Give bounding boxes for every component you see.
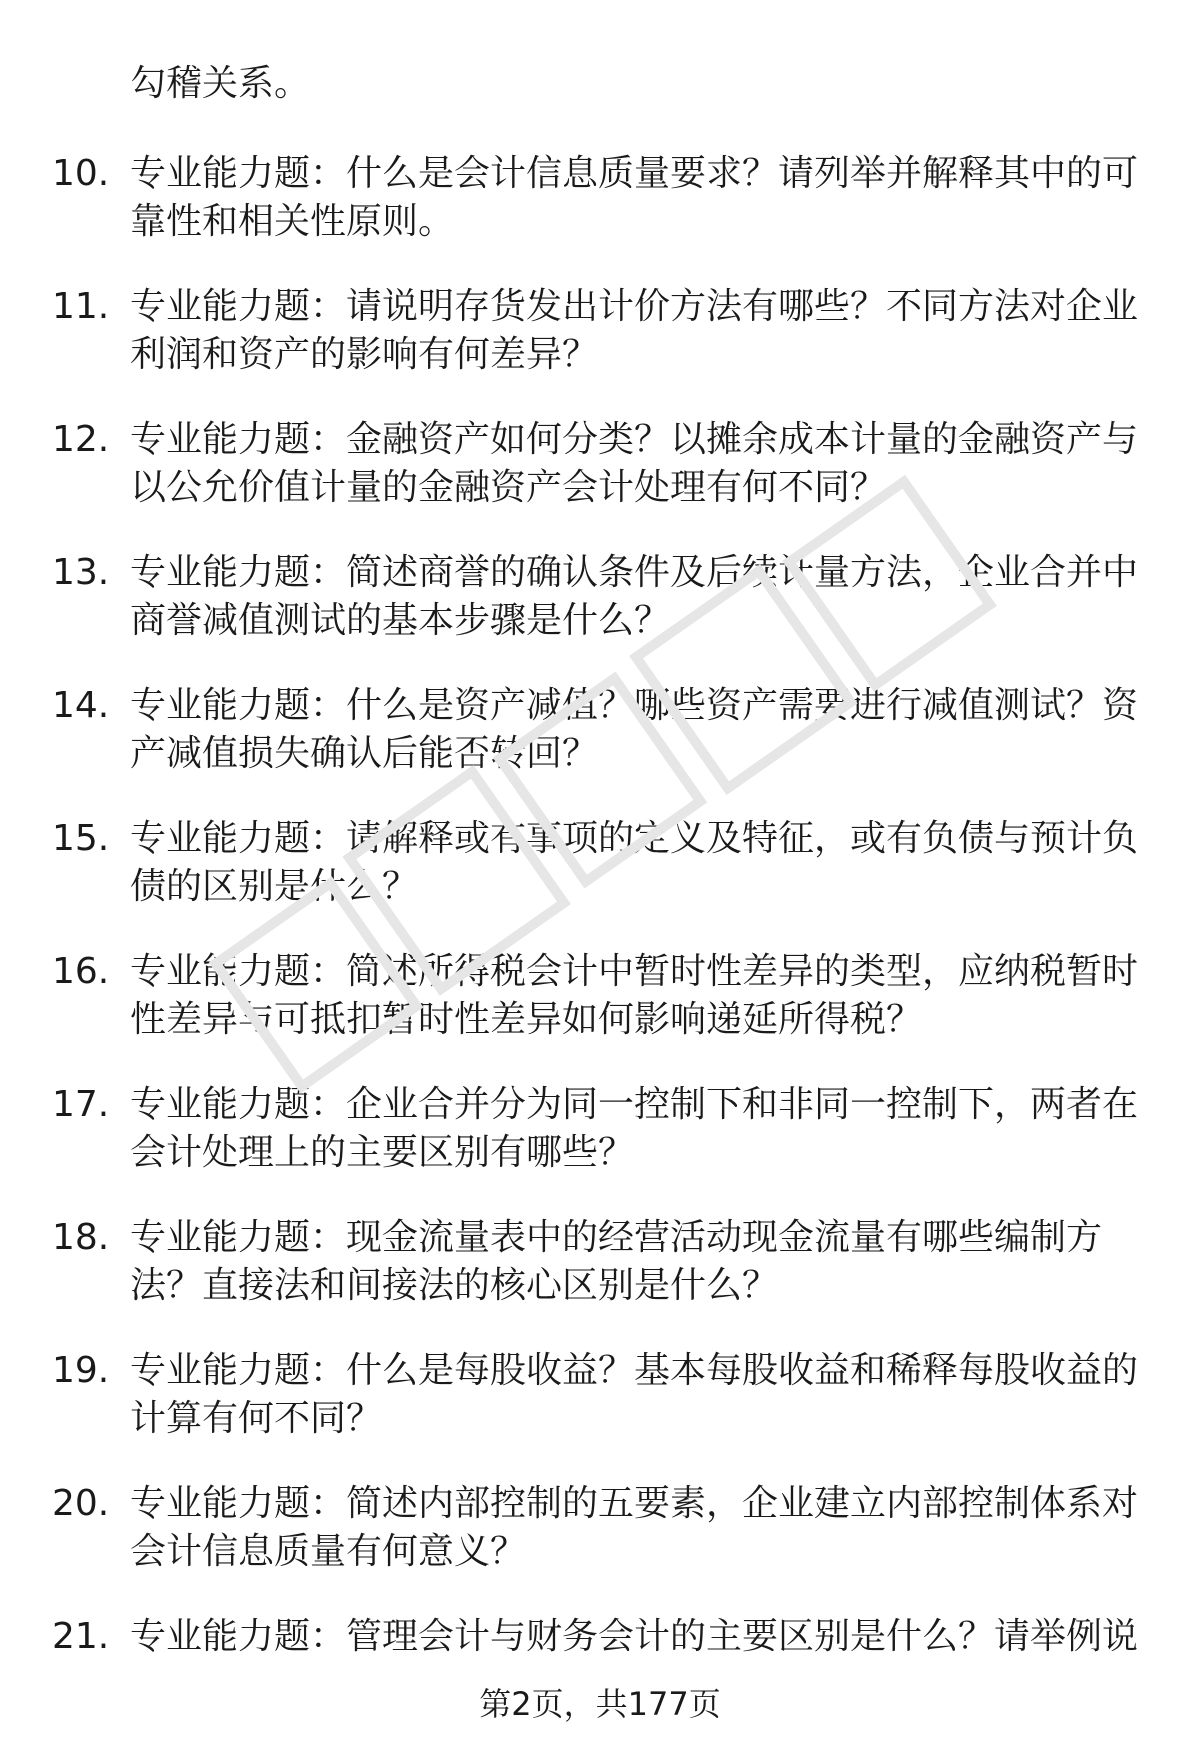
question-number: 20. bbox=[52, 1483, 110, 1524]
question-text: 专业能力题：现金流量表中的经营活动现金流量有哪些编制方法？直接法和间接法的核心区别是什么？ bbox=[130, 1217, 1103, 1306]
question-text: 专业能力题：管理会计与财务会计的主要区别是什么？请举例说 bbox=[130, 1616, 1139, 1657]
question-item bbox=[0, 283, 1200, 416]
question-text: 专业能力题：企业合并分为同一控制下和非同一控制下，两者在会计处理上的主要区别有哪些？ bbox=[130, 1084, 1139, 1173]
continuation-text: 勾稽关系。 bbox=[130, 63, 311, 104]
question-number: 21. bbox=[52, 1616, 110, 1657]
question-number: 12. bbox=[52, 419, 110, 460]
question-number: 10. bbox=[52, 153, 110, 194]
question-item bbox=[0, 1613, 1200, 1746]
question-text: 专业能力题：请解释或有事项的定义及特征，或有负债与预计负债的区别是什么？ bbox=[130, 818, 1139, 907]
question-text: 专业能力题：什么是每股收益？基本每股收益和稀释每股收益的计算有何不同？ bbox=[130, 1350, 1139, 1439]
question-text: 专业能力题：请说明存货发出计价方法有哪些？不同方法对企业利润和资产的影响有何差异？ bbox=[130, 286, 1139, 375]
question-number: 11. bbox=[52, 286, 110, 327]
question-item bbox=[0, 948, 1200, 1081]
question-item bbox=[0, 815, 1200, 948]
question-number: 15. bbox=[52, 818, 110, 859]
question-item bbox=[0, 150, 1200, 283]
question-list bbox=[0, 150, 1200, 1746]
question-item bbox=[0, 1214, 1200, 1347]
question-item bbox=[0, 1081, 1200, 1214]
question-text: 专业能力题：简述内部控制的五要素，企业建立内部控制体系对会计信息质量有何意义？ bbox=[130, 1483, 1139, 1572]
question-number: 16. bbox=[52, 951, 110, 992]
question-number: 19. bbox=[52, 1350, 110, 1391]
question-number: 14. bbox=[52, 685, 110, 726]
question-text: 专业能力题：简述商誉的确认条件及后续计量方法，企业合并中商誉减值测试的基本步骤是什么？ bbox=[130, 552, 1139, 641]
question-item bbox=[0, 682, 1200, 815]
question-text: 专业能力题：简述所得税会计中暂时性差异的类型，应纳税暂时性差异与可抵扣暂时性差异如何影响递延所得税？ bbox=[130, 951, 1139, 1040]
question-item bbox=[0, 1480, 1200, 1613]
question-item bbox=[0, 416, 1200, 549]
question-text: 专业能力题：金融资产如何分类？以摊余成本计量的金融资产与以公允价值计量的金融资产会计处理有何不同？ bbox=[130, 419, 1139, 508]
question-item bbox=[0, 1347, 1200, 1480]
question-item bbox=[0, 549, 1200, 682]
question-text: 专业能力题：什么是资产减值？哪些资产需要进行减值测试？资产减值损失确认后能否转回？ bbox=[130, 685, 1139, 774]
question-number: 17. bbox=[52, 1084, 110, 1125]
question-number: 18. bbox=[52, 1217, 110, 1258]
page-footer: 第2页，共177页 bbox=[479, 1685, 721, 1723]
question-number: 13. bbox=[52, 552, 110, 593]
question-text: 专业能力题：什么是会计信息质量要求？请列举并解释其中的可靠性和相关性原则。 bbox=[130, 153, 1139, 242]
